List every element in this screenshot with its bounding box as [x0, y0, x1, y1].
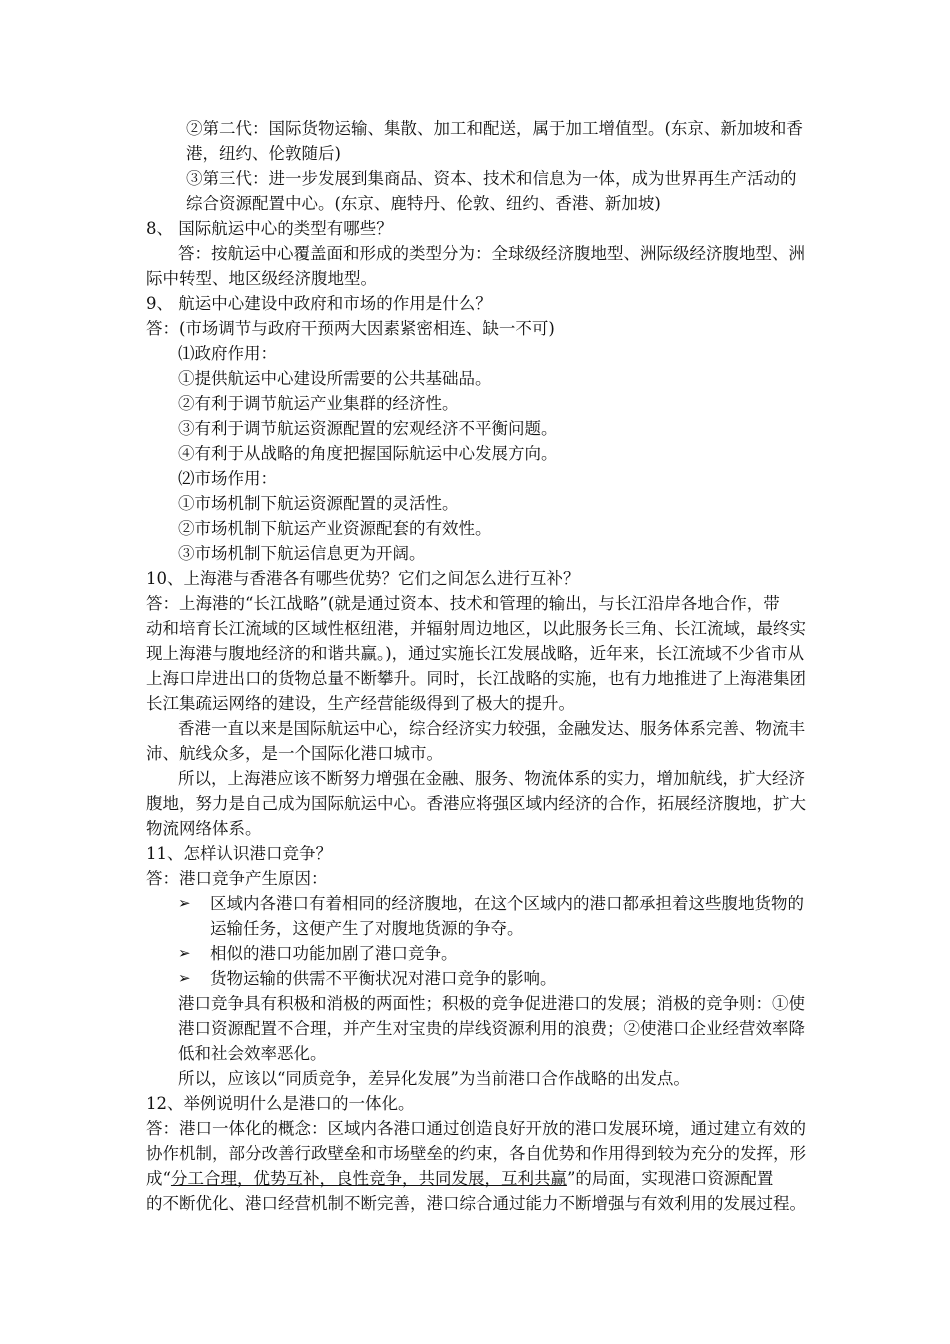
- q10-question: 10、上海港与香港各有哪些优势？它们之间怎么进行互补？: [146, 569, 580, 588]
- q10-p2-line: 香港一直以来是国际航运中心，综合经济实力较强，金融发达、服务体系完善、物流丰: [178, 719, 805, 738]
- q8-answer-line-1: 答：按航运中心覆盖面和形成的类型分为：全球级经济腹地型、洲际级经济腹地型、洲: [178, 244, 805, 263]
- gen2-line-2: 港，纽约、伦敦随后): [186, 144, 341, 163]
- q9-market-item: ③市场机制下航运信息更为开阔。: [178, 544, 426, 563]
- q11-bullet-text: 货物运输的供需不平衡状况对港口竞争的影响。: [210, 969, 557, 988]
- q8-answer-line-2: 际中转型、地区级经济腹地型。: [146, 269, 377, 288]
- q9-gov-item: ③有利于调节航运资源配置的宏观经济不平衡问题。: [178, 419, 558, 438]
- q12-underlined-phrase: 分工合理，优势互补，良性竞争，共同发展，互利共赢: [170, 1169, 567, 1188]
- q12-line-1: 答：港口一体化的概念：区域内各港口通过创造良好开放的港口发展环境，通过建立有效的: [146, 1119, 806, 1138]
- q8-question: 8、 国际航运中心的类型有哪些？: [146, 219, 393, 238]
- q9-gov-item: ②有利于调节航运产业集群的经济性。: [178, 394, 459, 413]
- q12-line-3-pre: 成“: [146, 1169, 171, 1188]
- q10-p1-line: 上海口岸进出口的货物总量不断攀升。同时，长江战略的实施，也有力地推进了上海港集团: [146, 669, 806, 688]
- q12-question: 12、举例说明什么是港口的一体化。: [146, 1094, 415, 1113]
- q11-p1-line: 港口资源配置不合理，并产生对宝贵的岸线资源利用的浪费；②使港口企业经营效率降: [178, 1019, 805, 1038]
- q10-p3-line: 腹地，努力是自己成为国际航运中心。香港应将强区域内经济的合作，拓展经济腹地，扩大: [146, 794, 806, 813]
- arrow-bullet-icon: ➢: [178, 894, 191, 912]
- q10-p1-line: 答：上海港的“长江战略”(就是通过资本、技术和管理的输出，与长江沿岸各地合作，带: [146, 594, 780, 613]
- q10-p1-line: 动和培育长江流域的区域性枢纽港，并辐射周边地区，以此服务长三角、长江流域，最终实: [146, 619, 806, 638]
- q11-p1-line: 低和社会效率恶化。: [178, 1044, 327, 1063]
- q11-bullet-text: 运输任务，这便产生了对腹地货源的争夺。: [210, 919, 524, 938]
- q10-p3-line: 所以，上海港应该不断努力增强在金融、服务、物流体系的实力，增加航线，扩大经济: [178, 769, 805, 788]
- q9-gov-heading: ⑴政府作用：: [178, 344, 277, 363]
- q11-p1-line: 港口竞争具有积极和消极的两面性；积极的竞争促进港口的发展；消极的竞争则：①使: [178, 994, 805, 1013]
- q9-answer-intro: 答：(市场调节与政府干预两大因素紧密相连、缺一不可): [146, 319, 555, 338]
- arrow-bullet-icon: ➢: [178, 969, 191, 987]
- q11-bullet-text: 相似的港口功能加剧了港口竞争。: [210, 944, 458, 963]
- q12-line-4: 的不断优化、港口经营机制不断完善，港口综合通过能力不断增强与有效利用的发展过程。: [146, 1194, 806, 1213]
- gen2-line-1: ②第二代：国际货物运输、集散、加工和配送，属于加工增值型。(东京、新加坡和香: [186, 119, 803, 138]
- q10-p3-line: 物流网络体系。: [146, 819, 262, 838]
- gen3-line-1: ③第三代：进一步发展到集商品、资本、技术和信息为一体，成为世界再生产活动的: [186, 169, 797, 188]
- gen3-line-2: 综合资源配置中心。(东京、鹿特丹、伦敦、纽约、香港、新加坡): [186, 194, 661, 213]
- q9-gov-item: ④有利于从战略的角度把握国际航运中心发展方向。: [178, 444, 558, 463]
- q11-p2: 所以，应该以“同质竞争，差异化发展”为当前港口合作战略的出发点。: [178, 1069, 690, 1088]
- q10-p1-line: 现上海港与腹地经济的和谐共赢。)，通过实施长江发展战略，近年来，长江流域不少省市从: [146, 644, 805, 663]
- q9-question: 9、 航运中心建设中政府和市场的作用是什么？: [146, 294, 492, 313]
- q12-line-3: [146, 1166, 773, 1191]
- q11-answer-intro: 答：港口竞争产生原因：: [146, 869, 328, 888]
- q12-line-2: 协作机制，部分改善行政壁垒和市场壁垒的约束，各自优势和作用得到较为充分的发挥，形: [146, 1144, 806, 1163]
- q12-line-3-post: ”的局面，实现港口资源配置: [566, 1169, 774, 1188]
- q11-question: 11、怎样认识港口竞争？: [146, 844, 332, 863]
- arrow-bullet-icon: ➢: [178, 944, 191, 962]
- q9-market-item: ②市场机制下航运产业资源配套的有效性。: [178, 519, 492, 538]
- q9-market-item: ①市场机制下航运资源配置的灵活性。: [178, 494, 459, 513]
- q9-gov-item: ①提供航运中心建设所需要的公共基础品。: [178, 369, 492, 388]
- q10-p2-line: 沛、航线众多，是一个国际化港口城市。: [146, 744, 443, 763]
- q11-bullet-text: 区域内各港口有着相同的经济腹地，在这个区域内的港口都承担着这些腹地货物的: [210, 894, 804, 913]
- q9-market-heading: ⑵市场作用：: [178, 469, 277, 488]
- q10-p1-line: 长江集疏运网络的建设，生产经营能级得到了极大的提升。: [146, 694, 575, 713]
